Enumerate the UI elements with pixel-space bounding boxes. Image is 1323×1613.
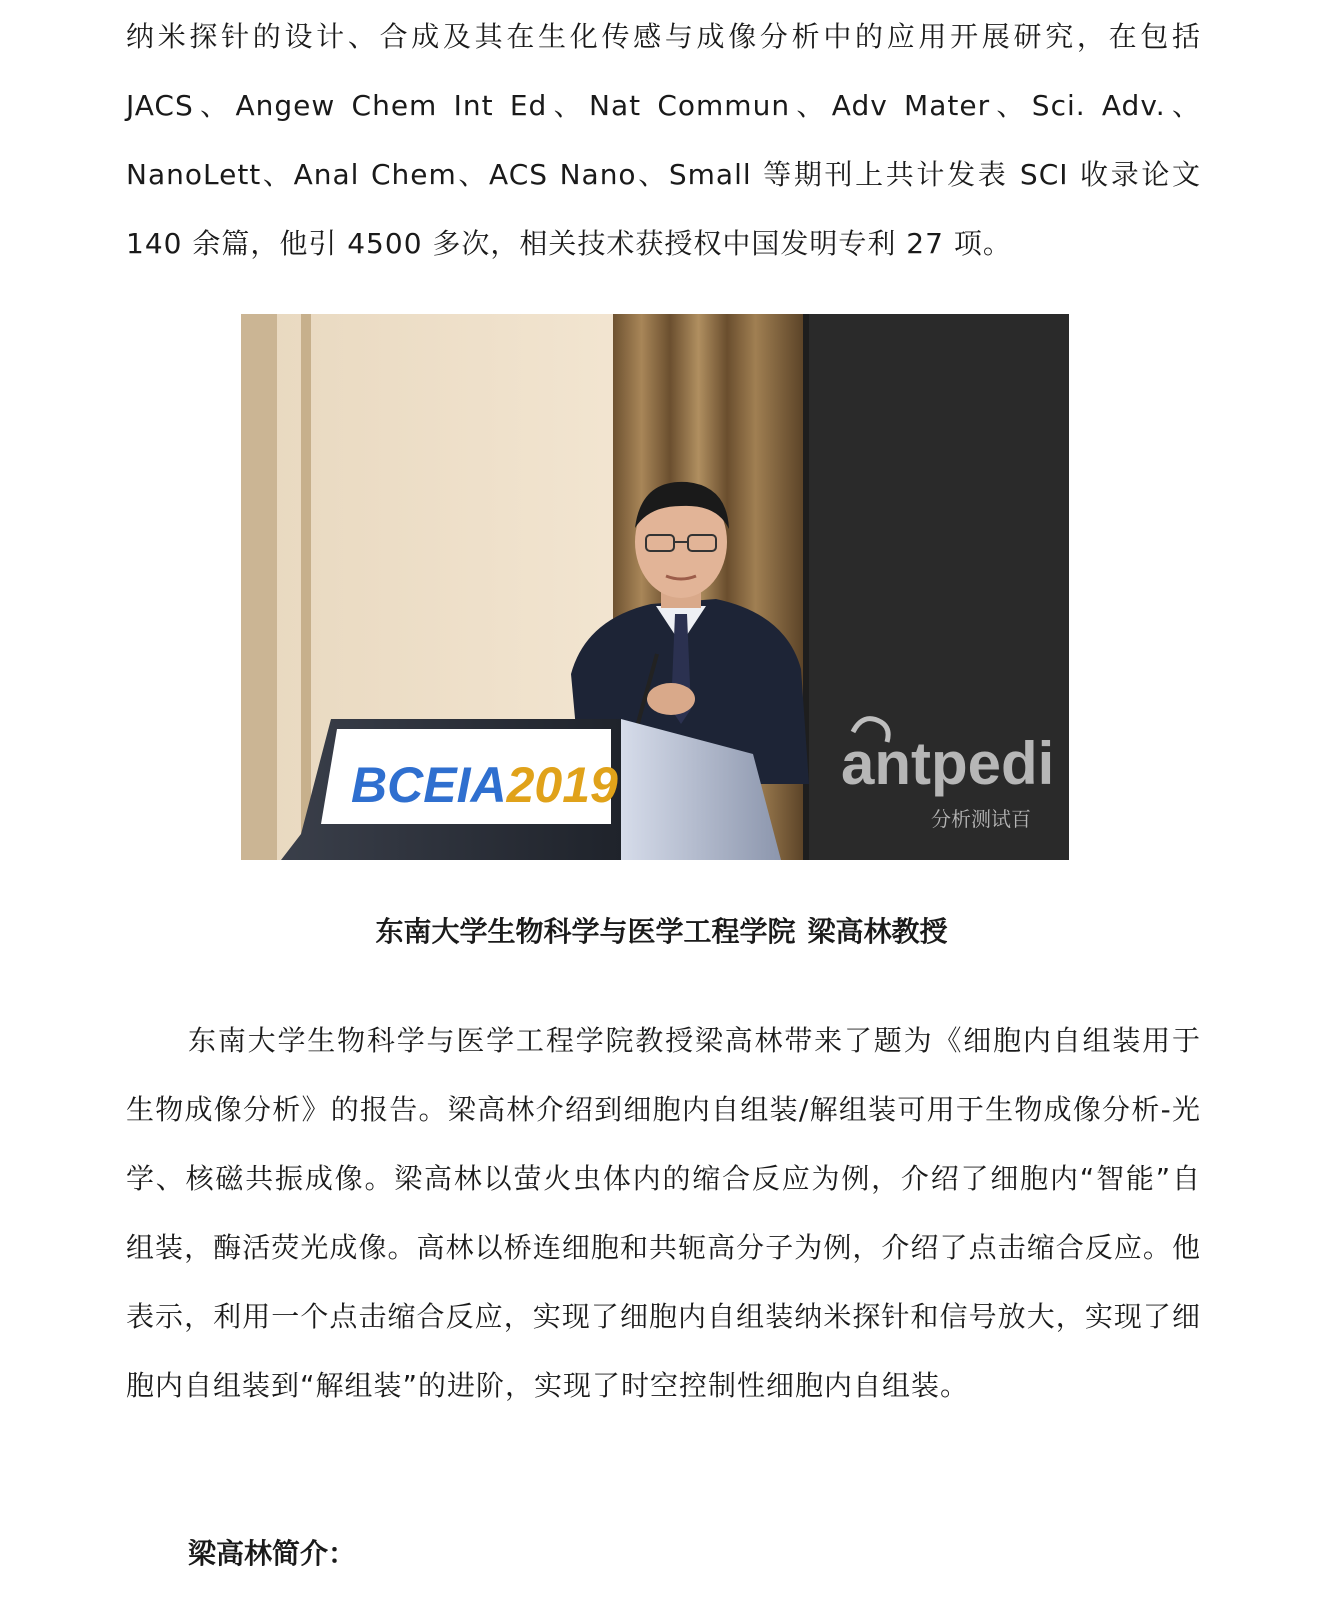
caption-name-title: 梁高林教授 (807, 915, 948, 948)
watermark-brand: antpedi (841, 730, 1055, 797)
photo-caption (0, 910, 1323, 954)
profile-heading: 梁高林简介： (188, 1537, 357, 1570)
podium-logo-text (351, 757, 618, 813)
watermark-subtitle: 分析测试百 (931, 807, 1031, 831)
speaker-photo (241, 314, 1069, 860)
podium-logo-letters: BCEIA (351, 757, 507, 813)
caption-affiliation: 东南大学生物科学与医学工程学院 (375, 915, 796, 948)
podium-logo-year: 2019 (506, 757, 618, 813)
body-paragraph: 东南大学生物科学与医学工程学院教授梁高林带来了题为《细胞内自组装用于生物成像分析》的报告。梁高林介绍到细胞内自组装/解组装可用于生物成像分析-光学、核磁共振成像。梁高林以萤火虫体内的缩合反应为例，介绍了细胞内“智能”自组装，酶活荧光成像。高林以桥连细胞和共轭高分子为例，介绍了点击缩合反应。他表示，利用一个点击缩合反应，实现了细胞内自组装纳米探针和信号放大，实现了细胞内自组装到“解组装”的进阶，实现了时空控制性细胞内自组装。 (126, 1024, 1201, 1402)
intro-paragraph: 纳米探针的设计、合成及其在生化传感与成像分析中的应用开展研究，在包括JACS、Angew Chem Int Ed、Nat Commun、Adv Mater、Sci. Adv.、NanoLett、Anal Chem、ACS Nano、Small 等期刊上共计发表 SCI 收录论文 140 余篇，他引 4500 多次，相关技术获授权中国发明专利 27 项。 (126, 20, 1201, 260)
